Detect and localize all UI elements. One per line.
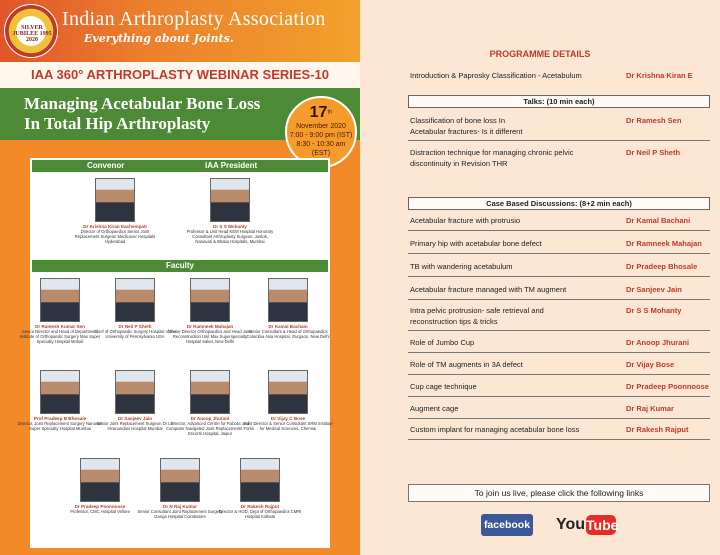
row-speaker: Dr Raj Kumar <box>626 404 674 413</box>
faculty-card <box>243 278 333 339</box>
programme-row <box>410 70 710 81</box>
header-banner <box>0 0 360 62</box>
divider <box>408 418 710 419</box>
row-topic-line2: Acetabular fractures- Is it different <box>410 127 523 136</box>
divider <box>408 140 710 141</box>
date-time-ist: 7:00 - 9:00 pm (IST) <box>289 132 353 139</box>
row-topic: TB with wandering acetabulum <box>410 262 513 271</box>
divider <box>408 396 710 397</box>
person-name: Dr Kamal Bachani <box>268 324 308 329</box>
person-name: Prof Pradeep B Bhosale <box>33 416 87 421</box>
person-name: Dr Rakesh Rajput <box>240 504 280 509</box>
programme-row <box>410 147 710 169</box>
row-speaker: Dr Sanjeev Jain <box>626 285 682 294</box>
row-speaker: Dr Vijay Bose <box>626 360 675 369</box>
programme-row <box>410 284 710 295</box>
president-label: IAA President <box>205 161 258 170</box>
person-name: Dr Ramesh Kumar Sen <box>35 324 85 329</box>
person-desc: Director, Joint Replacement Surgery Nanavati Super Specialty Hospital Mumbai <box>17 421 103 431</box>
person-desc: Professor & Unit Head KEM Hospital Honorary Consultant Arthroplasty Surgeon, Jaslok, Nanavati & Bhatia Hospitals, Mumbai <box>186 229 274 244</box>
webinar-title-line1: Managing Acetabular Bone Loss <box>24 94 261 113</box>
speakers-card <box>17 158 333 548</box>
row-speaker: Dr Kamal Bachani <box>626 216 691 225</box>
person-desc: Chief of Orthopaedic Surgery Hospital of the University of Pennsylvania USA <box>93 329 177 339</box>
date-time-est: 8:30 - 10:30 am (EST) <box>296 141 346 157</box>
date-suffix: th <box>327 109 333 116</box>
row-topic-line2: discontinuity in Revision THR <box>410 159 508 168</box>
person-name: Dr Neil P Sheth <box>118 324 152 329</box>
person-name: Dr Krishna Kiran Eachempati <box>83 224 147 229</box>
person-name: Dr Vijay C Bose <box>270 416 306 421</box>
divider <box>408 299 710 300</box>
row-topic: Acetabular fracture managed with TM augment <box>410 285 567 294</box>
person-photo <box>40 370 80 414</box>
person-photo <box>40 278 80 322</box>
person-photo <box>115 278 155 322</box>
person-name: Dr N Raj Kumar <box>163 504 197 509</box>
person-photo <box>160 458 200 502</box>
programme-row <box>410 381 710 392</box>
org-name: Indian Arthroplasty Association <box>62 8 326 30</box>
series-title: IAA 360° ARTHROPLASTY WEBINAR SERIES-10 <box>0 62 360 88</box>
row-topic: Intra pelvic protrusion- safe retrieval and <box>410 306 544 315</box>
convenor-card <box>70 178 160 244</box>
row-speaker: Dr Ramesh Sen <box>626 116 682 125</box>
row-topic: Cup cage technique <box>410 382 477 391</box>
programme-row <box>410 305 710 327</box>
person-photo <box>190 370 230 414</box>
logo-text: SILVER JUBILEE 1995 2020 <box>12 25 52 43</box>
person-name: Dr Anoop Jhurani <box>190 416 230 421</box>
flyer-right-panel <box>360 0 720 555</box>
faculty-label: Faculty <box>165 261 194 270</box>
programme-row <box>410 359 710 370</box>
row-speaker: Dr Ramneek Mahajan <box>626 239 702 248</box>
divider <box>408 253 710 254</box>
row-topic: Augment cage <box>410 404 459 413</box>
person-photo <box>268 370 308 414</box>
faculty-card <box>135 458 225 519</box>
webinar-title-line2: In Total Hip Arthroplasty <box>24 114 211 133</box>
programme-row <box>410 238 710 249</box>
programme-row <box>410 424 710 435</box>
row-speaker: Dr Anoop Jhurani <box>626 338 690 347</box>
row-topic: Role of Jumbo Cup <box>410 338 475 347</box>
person-desc: Professor, CMC Hospital Vellore <box>70 509 130 514</box>
divider <box>408 230 710 231</box>
programme-title: PROGRAMME DETAILS <box>489 49 591 59</box>
faculty-header <box>32 260 328 272</box>
row-topic: Classification of bone loss In <box>410 116 506 125</box>
row-speaker: Dr Pradeep Poonnoose <box>626 382 709 391</box>
person-desc: Senior Director and Head of Department, Institute of Orthopaedic Surgery Max Super Specialty Hospital Mohali <box>19 329 101 344</box>
faculty-card <box>55 458 145 514</box>
person-desc: Senior Consultant Joint Replacement Surgery Ganga Hospital Coimbatore <box>137 509 223 519</box>
faculty-card <box>243 370 333 431</box>
person-photo <box>115 370 155 414</box>
person-desc: Senior Director Orthopaedics and Head Joint Reconstruction Unit Max Superspecialty Hospital Saket, New Delhi <box>168 329 252 344</box>
programme-row <box>410 403 710 414</box>
row-topic: Introduction & Paprosky Classification - Acetabulum <box>410 71 582 80</box>
row-speaker: Dr S S Mohanty <box>626 306 682 315</box>
tagline: Everything about Joints. <box>84 32 234 45</box>
row-topic: Primary hip with acetabular bone defect <box>410 239 542 248</box>
person-name: Dr Pradeep Poonnoose <box>74 504 126 509</box>
person-desc: Director of Orthopaedics Senior Joint Replacement Surgeon Medicover Hospitals Hyderabad <box>74 229 156 244</box>
youtube-you-text: You <box>556 516 586 533</box>
person-desc: Director, Advanced Centre for Robotic and Computer Navigated Joint Replacements Fortis Escorts Hospital, Jaipur <box>166 421 254 436</box>
person-name: Dr Sanjeev Jain <box>117 416 153 421</box>
person-photo <box>240 458 280 502</box>
divider <box>408 276 710 277</box>
person-photo <box>95 178 135 222</box>
faculty-card <box>165 370 255 436</box>
person-photo <box>268 278 308 322</box>
person-photo <box>210 178 250 222</box>
faculty-card <box>215 458 305 519</box>
person-name: Dr S S Mohanty <box>213 224 247 229</box>
talks-header: Talks: (10 min each) <box>408 95 710 108</box>
row-speaker: Dr Rakesh Rajput <box>626 425 689 434</box>
youtube-link-button[interactable] <box>556 512 619 538</box>
programme-row <box>410 215 710 226</box>
row-speaker: Dr Krishna Kiran E <box>626 71 693 80</box>
person-desc: Senior Consultant & Head of Orthopaedics Columbia Asia Hospital, Gurgaon, New Delhi <box>246 329 330 339</box>
row-speaker: Dr Pradeep Bhosale <box>626 262 698 271</box>
row-speaker: Dr Neil P Sheth <box>626 148 681 157</box>
row-topic: Custom implant for managing acetabular bone loss <box>410 425 580 434</box>
divider <box>408 374 710 375</box>
faculty-card <box>165 278 255 344</box>
convenor-president-header <box>32 160 328 172</box>
row-topic-line2: reconstruction tips & tricks <box>410 317 498 326</box>
join-live-box: To join us live, please click the following links <box>408 484 710 502</box>
row-topic: Role of TM augments in 3A defect <box>410 360 523 369</box>
programme-row <box>410 261 710 272</box>
person-name: Dr Ramneek Mahajan <box>186 324 234 329</box>
silver-jubilee-logo-icon <box>4 4 58 58</box>
person-photo <box>190 278 230 322</box>
divider <box>408 352 710 353</box>
youtube-tube-text: Tube <box>586 517 619 533</box>
row-topic: Acetabular fracture with protrusio <box>410 216 521 225</box>
row-topic: Distraction technique for managing chronic pelvic <box>410 148 574 157</box>
facebook-link-button[interactable]: facebook <box>481 514 533 536</box>
date-month: November 2020 <box>296 123 346 130</box>
cases-header: Case Based Discussions: (8+2 min each) <box>408 197 710 210</box>
programme-row <box>410 337 710 348</box>
convenor-label: Convenor <box>87 161 125 170</box>
divider <box>408 330 710 331</box>
divider <box>408 439 710 440</box>
person-desc: Director & HOD, Dept of Orthopaedics CMRI Hospital Kolkata <box>218 509 302 519</box>
date-day: 17 <box>309 104 328 121</box>
person-photo <box>80 458 120 502</box>
president-card <box>185 178 275 244</box>
person-desc: Senior Joint Replacement Surgeon Dr LH Hiranandani Hospital Mumbai <box>96 421 174 431</box>
programme-row <box>410 115 710 137</box>
person-desc: Joint Director & Senior Consultant SRM Institute for Medical Sciences, Chennai <box>243 421 333 431</box>
